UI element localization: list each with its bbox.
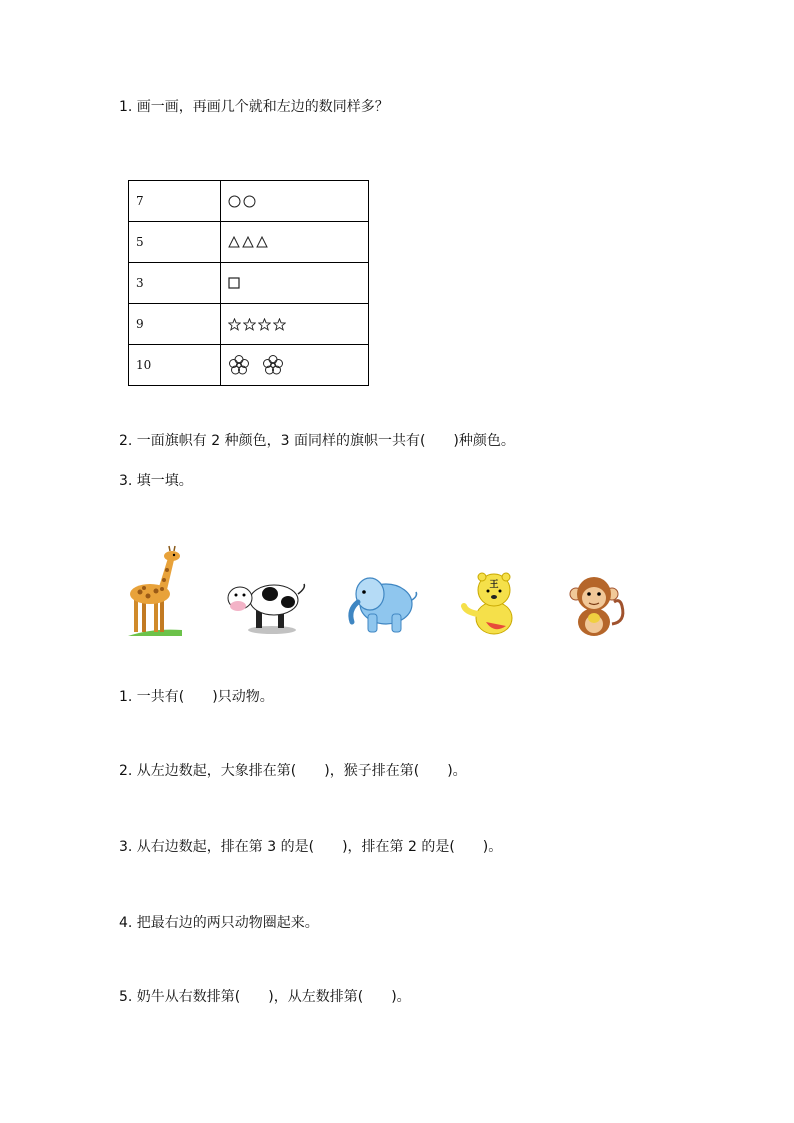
- question-2-text: 2. 一面旗帜有 2 种颜色，3 面同样的旗帜一共有( )种颜色。: [119, 433, 515, 449]
- row-number: 9: [129, 304, 221, 345]
- row-number: 10: [129, 345, 221, 386]
- item-2-text: 2. 从左边数起，大象排在第( )，猴子排在第( )。: [119, 763, 467, 779]
- flower-icon: [262, 354, 284, 376]
- table-row: [129, 222, 369, 263]
- table-row: [129, 304, 369, 345]
- tiger-mark: 王: [489, 580, 499, 590]
- table-row: [129, 263, 369, 304]
- monkey-icon: [564, 572, 628, 640]
- item-4-text: 4. 把最右边的两只动物圈起来。: [119, 915, 319, 931]
- tiger-icon: [460, 570, 524, 640]
- square-icon: [228, 277, 240, 289]
- shape-table: [128, 180, 369, 386]
- elephant-icon: [344, 570, 420, 640]
- row-number: 3: [129, 263, 221, 304]
- shape-cell: [221, 263, 369, 304]
- triangle-icon: [256, 236, 268, 248]
- square-icons: [228, 277, 368, 289]
- triangle-icon: [228, 236, 240, 248]
- shape-cell: [221, 181, 369, 222]
- animal-row: [0, 540, 794, 650]
- triangle-icon: [242, 236, 254, 248]
- star-icon: [273, 318, 286, 331]
- row-number: 7: [129, 181, 221, 222]
- star-icon: [243, 318, 256, 331]
- item-3-text: 3. 从右边数起，排在第 3 的是( )，排在第 2 的是( )。: [119, 839, 503, 855]
- circle-icon: [228, 195, 241, 208]
- shape-cell: [221, 345, 369, 386]
- circle-icons: [228, 195, 368, 208]
- item-1-text: 1. 一共有( )只动物。: [119, 689, 274, 705]
- shape-cell: [221, 222, 369, 263]
- question-1-title: 1. 画一画，再画几个就和左边的数同样多？: [119, 99, 389, 115]
- cow-icon: [226, 574, 310, 636]
- triangle-icons: [228, 236, 368, 248]
- star-icons: [228, 318, 368, 331]
- question-3-title: 3. 填一填。: [119, 473, 193, 489]
- row-number: 5: [129, 222, 221, 263]
- star-icon: [228, 318, 241, 331]
- item-5-text: 5. 奶牛从右数排第( )，从左数排第( )。: [119, 989, 411, 1005]
- circle-icon: [243, 195, 256, 208]
- flower-icons: [228, 354, 368, 376]
- star-icon: [258, 318, 271, 331]
- giraffe-icon: [122, 544, 186, 640]
- shape-cell: [221, 304, 369, 345]
- table-row: [129, 345, 369, 386]
- table-row: [129, 181, 369, 222]
- flower-icon: [228, 354, 250, 376]
